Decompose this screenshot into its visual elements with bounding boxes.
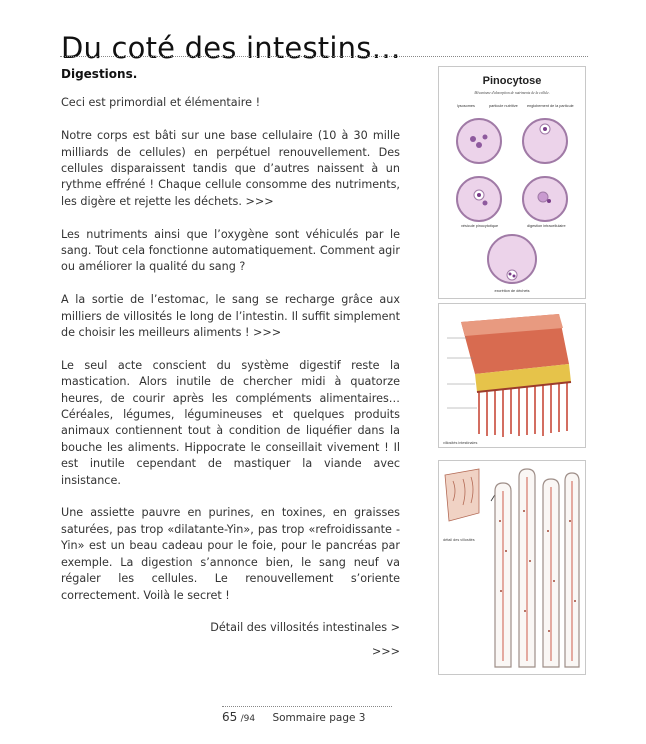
table-of-contents-link[interactable]: Sommaire page 3: [272, 712, 366, 724]
label-vesicle: vésicule pinocytotique: [461, 224, 499, 228]
next-page-link[interactable]: >>>: [371, 645, 400, 658]
pinocytosis-title: Pinocytose: [482, 75, 542, 87]
pinocytosis-subtitle: Mécanisme d'absorption de nutriments de la cellule.: [474, 91, 550, 95]
label-particle: particule nutritive: [489, 104, 518, 108]
label-digestion: digestion intracellulaire: [527, 224, 566, 228]
article-body: [61, 66, 400, 653]
cell-5: [488, 235, 536, 283]
title-divider: [60, 56, 588, 57]
cell-3: [457, 177, 501, 221]
villi-detail-label: détail des villosités: [443, 538, 475, 542]
footer-divider: [222, 706, 392, 707]
paragraph-4: A la sortie de l’estomac, le sang se recharge grâce aux milliers de villosités le long de l’intestin. Il suffit simplement de choisir les meilleurs aliments ! >>>: [61, 293, 400, 340]
villi-detail-link[interactable]: Détail des villosités intestinales >: [210, 621, 400, 635]
page-total: /94: [240, 714, 256, 724]
villi-section-label: villosités intestinales: [443, 441, 478, 445]
label-excretion: excrétion de déchets: [494, 289, 530, 293]
paragraph-2: Notre corps est bâti sur une base cellulaire (10 à 30 mille milliards de cellules) en perpétuel renouvellement. Des cellules disparaissent tandis que d’autres naissent à un rythme effréné ! Chaque cellule consomme des nutriments, les digère et rejette les déchets. >>>: [61, 129, 400, 208]
paragraph-3: Les nutriments ainsi que l’oxygène sont véhiculés par le sang. Tout cela fonctionne automatiquement. Comment agir ou améliorer la qualité du sang ?: [61, 227, 400, 274]
cell-2: [523, 119, 567, 163]
villi-section-figure: [438, 303, 586, 448]
villi-detail-figure: [438, 460, 586, 675]
pinocytosis-figure: [438, 66, 586, 299]
label-engulf: englobement de la particule: [527, 104, 574, 108]
label-lysosomes: lysosomes: [457, 104, 475, 108]
paragraph-1: Ceci est primordial et élémentaire !: [61, 96, 261, 110]
cell-1: [457, 119, 501, 163]
paragraph-6: Une assiette pauvre en purines, en toxines, en graisses saturées, pas trop «dilatante-Yin», pas trop «refroidissante - Yin» est un beau cadeau pour le foie, pour le pancréas par exemple. La digestion s’annonce bien, le sang neuf va régaler les cellules. Le renouvellement s’oriente correctement. Voilà le secret !: [61, 506, 400, 602]
article-heading: Digestions.: [61, 67, 138, 81]
cell-4: [523, 177, 567, 221]
footer: [222, 710, 422, 724]
paragraph-5: Le seul acte conscient du système digestif reste la mastication. Alors inutile de chercher midi à quatorze heures, de courir après les compléments alimentaires… Céréales, légumes, légumineuses et quelques produits animaux contiennent tout à condition de liquéfier dans la bouche les aliments. Hippocrate le conseillait vivement ! Il est inutile cependant de mastiquer la viande avec insistance.: [61, 358, 400, 487]
page-number: 65: [222, 710, 238, 724]
page-title: Du coté des intestins…: [61, 31, 401, 66]
